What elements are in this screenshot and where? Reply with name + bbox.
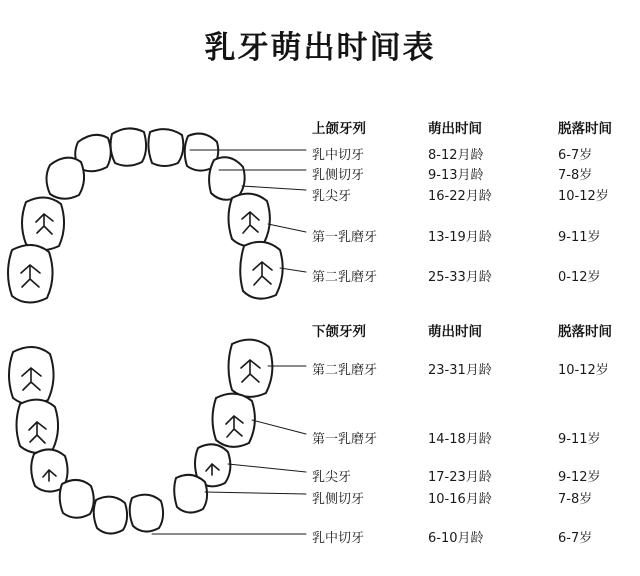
table-row: 10-12岁 [558, 363, 609, 378]
table-row: 第一乳磨牙 [312, 230, 378, 245]
table-row: 6-7岁 [558, 531, 593, 546]
table-row: 乳侧切牙 [312, 492, 365, 507]
leader-upper-canine [242, 186, 306, 190]
leader-lower-canine [228, 464, 306, 472]
table-row: 第二乳磨牙 [312, 270, 378, 285]
table-row: 17-23月龄 [428, 470, 492, 485]
table-row: 16-22月龄 [428, 189, 492, 204]
lower-arch-header: 下颌牙列 [312, 324, 366, 340]
upper-dental-arch-diagram [8, 128, 283, 302]
table-row: 乳中切牙 [312, 531, 365, 546]
table-row: 7-8岁 [558, 168, 593, 183]
table-row: 9-13月龄 [428, 168, 484, 183]
table-row: 乳尖牙 [312, 189, 352, 204]
leader-lower-first-molar [252, 420, 306, 434]
table-row: 9-11岁 [558, 432, 601, 447]
table-row: 10-16月龄 [428, 492, 492, 507]
leader-upper-first-molar [268, 224, 306, 232]
table-row: 25-33月龄 [428, 270, 492, 285]
page-title: 乳牙萌出时间表 [204, 30, 436, 66]
table-row: 0-12岁 [558, 270, 601, 285]
table-row: 23-31月龄 [428, 363, 492, 378]
table-row: 乳尖牙 [312, 470, 352, 485]
lower-erupt-header: 萌出时间 [428, 324, 482, 340]
table-row: 10-12岁 [558, 189, 609, 204]
upper-erupt-header: 萌出时间 [428, 121, 482, 137]
table-row: 13-19月龄 [428, 230, 492, 245]
table-row: 8-12月龄 [428, 148, 484, 163]
table-row: 7-8岁 [558, 492, 593, 507]
table-row: 第一乳磨牙 [312, 432, 378, 447]
table-row: 9-12岁 [558, 470, 601, 485]
table-row: 14-18月龄 [428, 432, 492, 447]
upper-arch-header: 上颌牙列 [312, 121, 366, 137]
leader-upper-second-molar [280, 268, 306, 272]
table-row: 乳侧切牙 [312, 168, 365, 183]
table-row: 第二乳磨牙 [312, 363, 378, 378]
leader-lower-lateral-incisor [205, 492, 306, 494]
lower-shed-header: 脱落时间 [558, 324, 612, 340]
table-row: 6-10月龄 [428, 531, 484, 546]
table-row: 9-11岁 [558, 230, 601, 245]
table-row: 乳中切牙 [312, 148, 365, 163]
lower-dental-arch-diagram [9, 340, 272, 534]
table-row: 6-7岁 [558, 148, 593, 163]
upper-shed-header: 脱落时间 [558, 121, 612, 137]
